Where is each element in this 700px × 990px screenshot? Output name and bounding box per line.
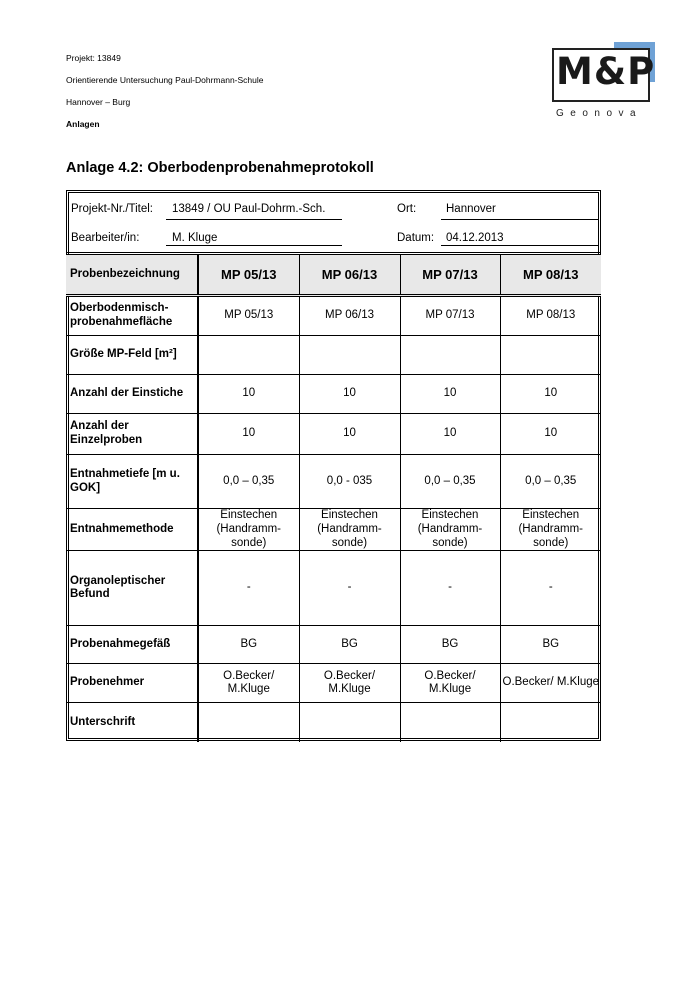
table-cell — [500, 336, 601, 375]
table-row — [66, 626, 601, 664]
table-row — [66, 455, 601, 509]
row-label: Organoleptischer Befund — [66, 551, 198, 626]
table-cell: 10 — [198, 375, 299, 414]
logo-subtitle: Geonova — [556, 108, 643, 119]
table-cell: BG — [400, 626, 500, 664]
table-cell: Einstechen (Handramm- sonde) — [299, 509, 400, 551]
table-cell: BG — [198, 626, 299, 664]
row-label: Anzahl der Einstiche — [66, 375, 198, 414]
table-row — [66, 296, 601, 336]
table-cell: O.Becker/ M.Kluge — [299, 664, 400, 703]
table-row — [66, 551, 601, 626]
header-projekt: Projekt: 13849 — [66, 53, 121, 63]
page-title: Anlage 4.2: Oberbodenprobenahmeprotokoll — [66, 160, 374, 176]
table-cell: BG — [299, 626, 400, 664]
projekt-underline — [166, 219, 342, 220]
table-cell: - — [299, 551, 400, 626]
logo-mark: M&P — [556, 50, 656, 93]
table-cell: - — [500, 551, 601, 626]
row-label: Unterschrift — [66, 703, 198, 742]
table-cell — [198, 703, 299, 742]
projekt-label: Projekt-Nr./Titel: — [71, 203, 154, 215]
table-row — [66, 336, 601, 375]
column-header: MP 07/13 — [400, 254, 500, 296]
table-row — [66, 375, 601, 414]
table-cell: O.Becker/ M.Kluge — [400, 664, 500, 703]
table-cell: 0,0 – 0,35 — [198, 455, 299, 509]
ort-value: Hannover — [446, 203, 496, 215]
row-label: Anzahl der Einzelproben — [66, 414, 198, 455]
column-header: MP 05/13 — [198, 254, 299, 296]
table-row — [66, 414, 601, 455]
table-cell: O.Becker/ M.Kluge — [500, 664, 601, 703]
projekt-value: 13849 / OU Paul-Dohrm.-Sch. — [172, 203, 326, 215]
ort-label: Ort: — [397, 203, 417, 215]
header-anlagen: Anlagen — [66, 119, 100, 129]
header-label-cell: Probenbezeichnung — [66, 254, 198, 296]
bearbeiter-label: Bearbeiter/in: — [71, 232, 140, 244]
table-header-row — [66, 254, 601, 296]
row-label: Entnahmemethode — [66, 509, 198, 551]
table-cell: MP 08/13 — [500, 296, 601, 336]
table-cell: O.Becker/ M.Kluge — [198, 664, 299, 703]
table-cell: 10 — [500, 375, 601, 414]
table-cell: MP 06/13 — [299, 296, 400, 336]
datum-value: 04.12.2013 — [446, 232, 504, 244]
table-cell: - — [400, 551, 500, 626]
row-label: Probenehmer — [66, 664, 198, 703]
table-cell: MP 07/13 — [400, 296, 500, 336]
protocol-table — [66, 252, 601, 742]
table-cell: Einstechen (Handramm- sonde) — [400, 509, 500, 551]
datum-label: Datum: — [397, 232, 435, 244]
table-row — [66, 509, 601, 551]
row-label: Größe MP-Feld [m²] — [66, 336, 198, 375]
row-label: Probenahmegefäß — [66, 626, 198, 664]
row-label: Entnahmetiefe [m u. GOK] — [66, 455, 198, 509]
table-cell — [299, 336, 400, 375]
table-cell: Einstechen (Handramm- sonde) — [198, 509, 299, 551]
table-cell — [299, 703, 400, 742]
table-cell: 10 — [500, 414, 601, 455]
table-row — [66, 664, 601, 703]
column-header: MP 08/13 — [500, 254, 601, 296]
column-header: MP 06/13 — [299, 254, 400, 296]
table-cell: MP 05/13 — [198, 296, 299, 336]
table-cell — [400, 336, 500, 375]
header-untersuchung: Orientierende Untersuchung Paul-Dohrmann-Schule — [66, 75, 264, 85]
table-cell: 0,0 – 0,35 — [500, 455, 601, 509]
table-cell: 10 — [299, 414, 400, 455]
table-cell: - — [198, 551, 299, 626]
company-logo — [552, 42, 655, 120]
table-cell — [198, 336, 299, 375]
table-cell: BG — [500, 626, 601, 664]
datum-underline — [441, 245, 599, 246]
bearbeiter-value: M. Kluge — [172, 232, 218, 244]
table-cell: 10 — [400, 375, 500, 414]
row-label: Oberbodenmisch- probenahmefläche — [66, 296, 198, 336]
table-cell: Einstechen (Handramm- sonde) — [500, 509, 601, 551]
header-ort: Hannover – Burg — [66, 97, 131, 107]
table-cell: 10 — [400, 414, 500, 455]
table-cell: 10 — [198, 414, 299, 455]
table-cell — [400, 703, 500, 742]
table-cell: 10 — [299, 375, 400, 414]
table-cell: 0,0 - 035 — [299, 455, 400, 509]
bearbeiter-underline — [166, 245, 342, 246]
table-cell: 0,0 – 0,35 — [400, 455, 500, 509]
table-cell — [500, 703, 601, 742]
ort-underline — [441, 219, 599, 220]
table-row — [66, 703, 601, 742]
